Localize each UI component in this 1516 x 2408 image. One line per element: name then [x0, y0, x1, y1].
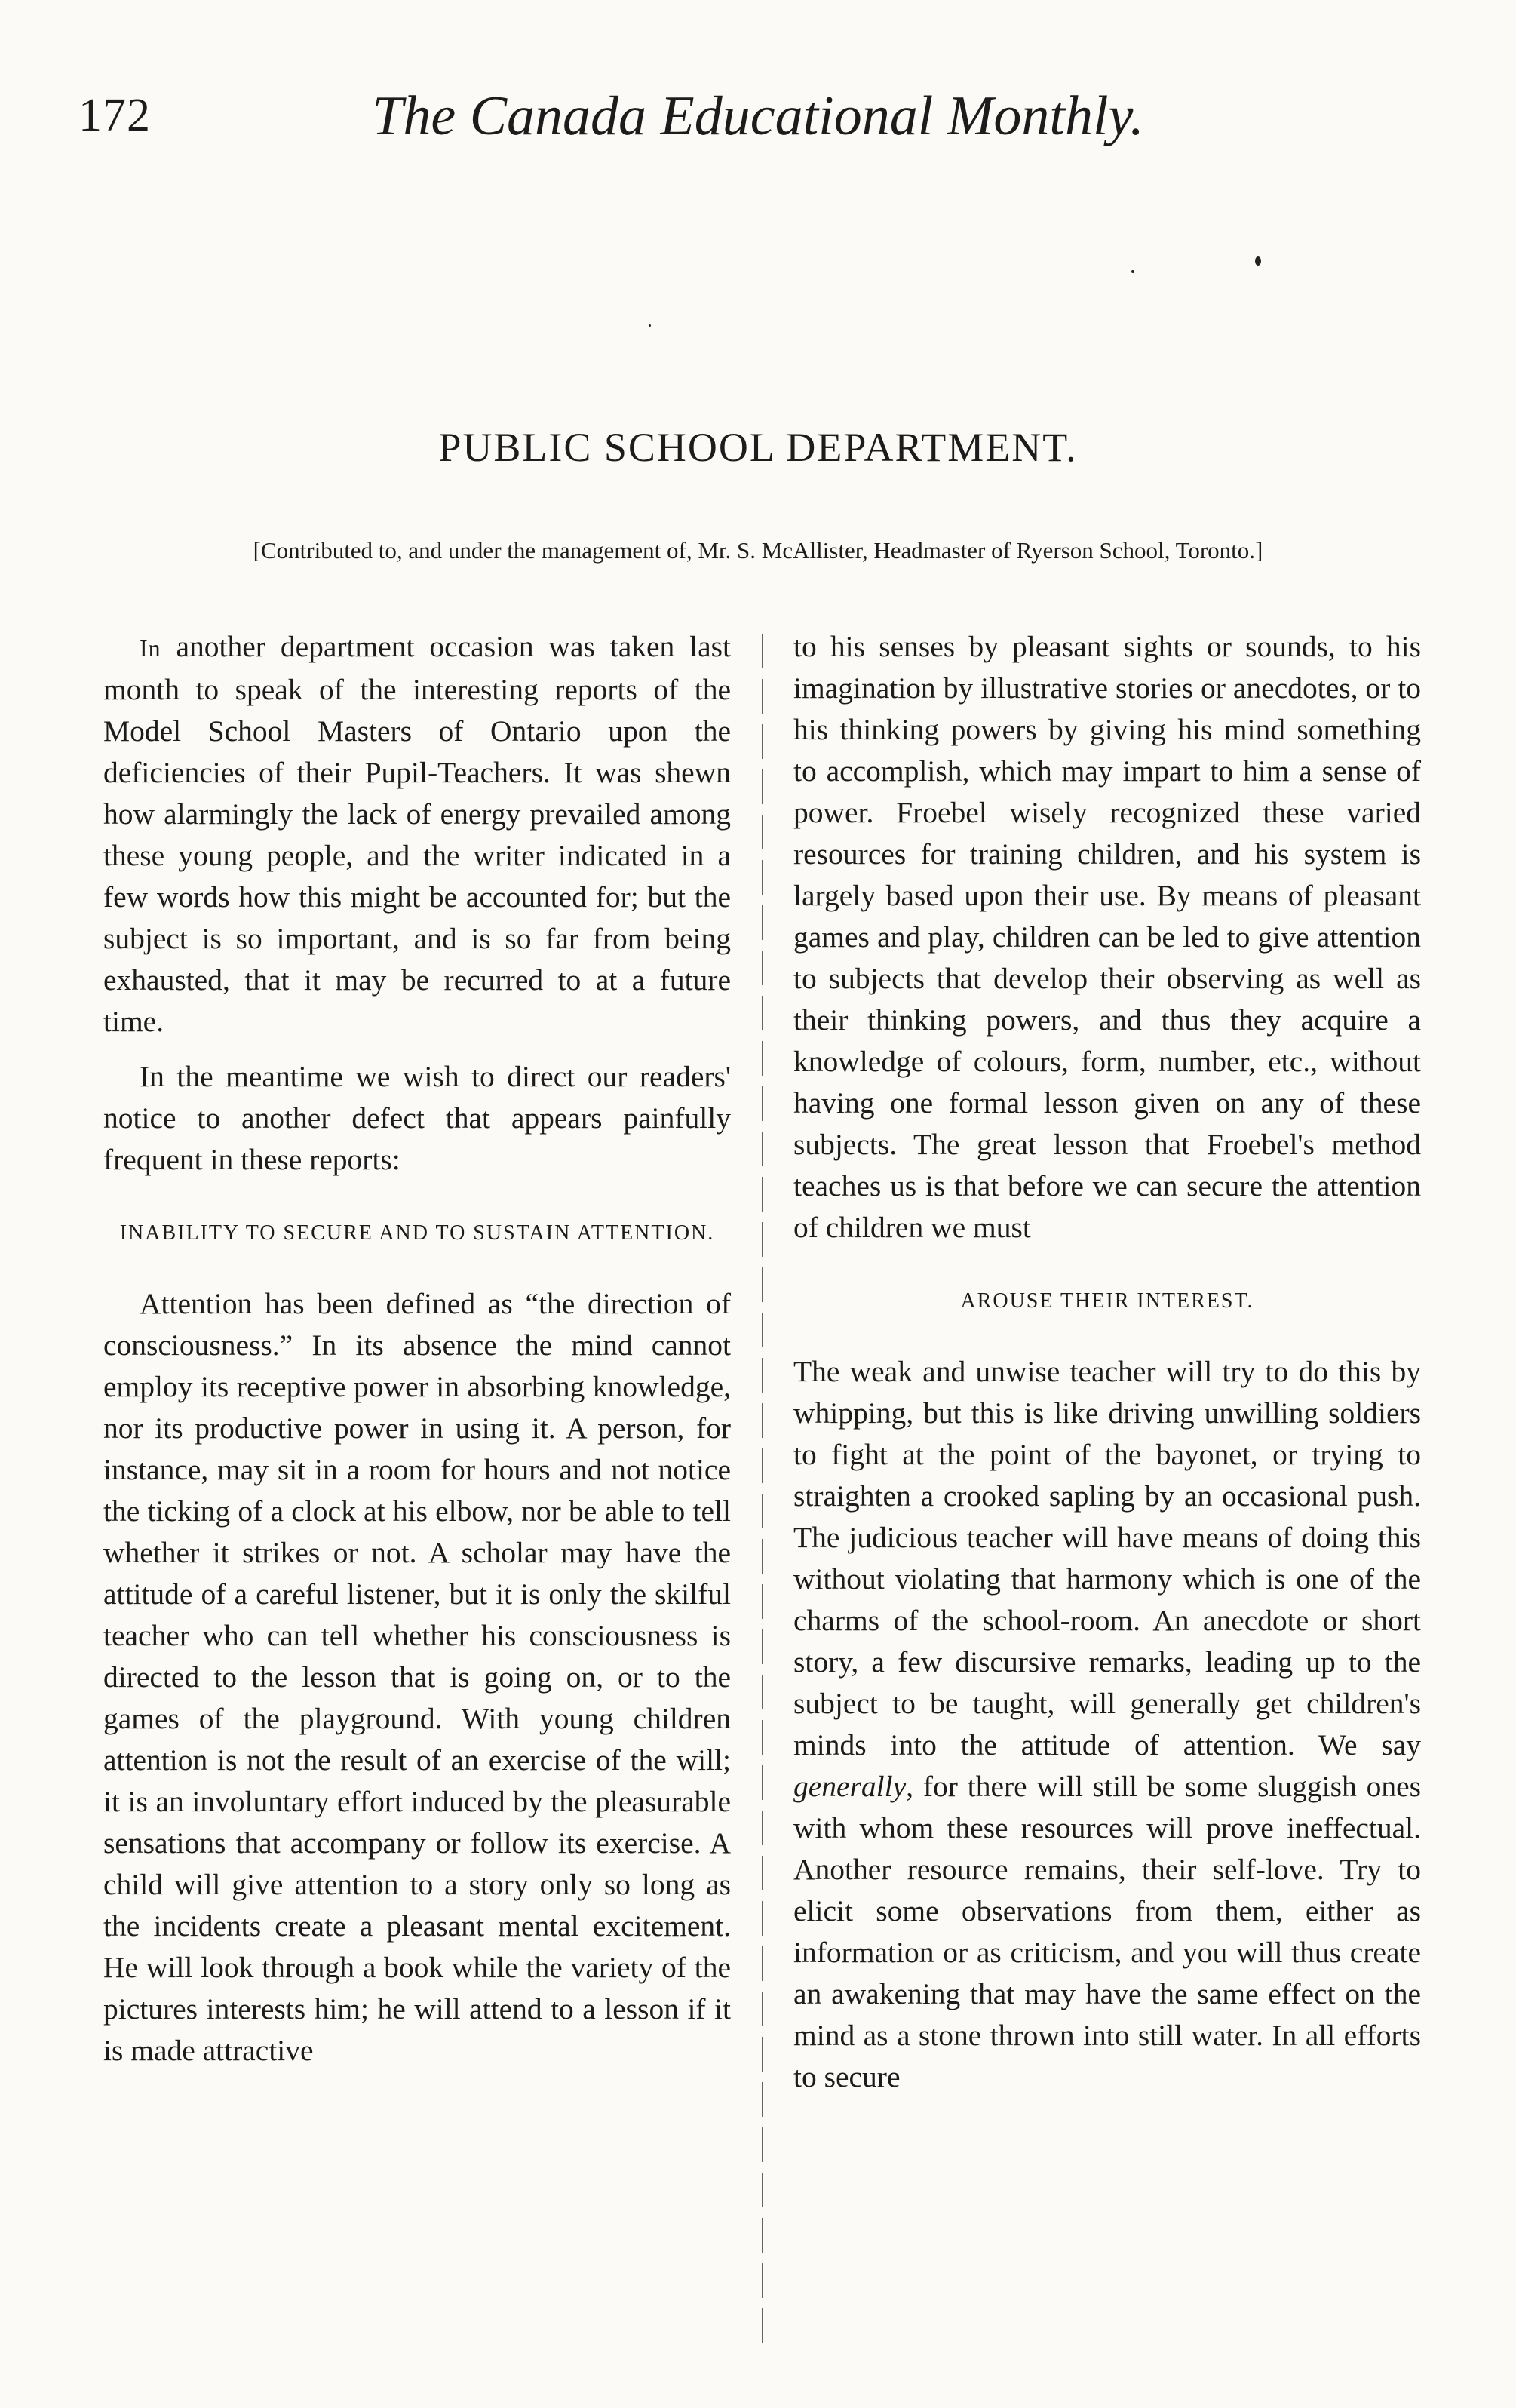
- print-speck: [1131, 270, 1134, 273]
- section-title: PUBLIC SCHOOL DEPARTMENT.: [438, 425, 1078, 470]
- paragraph: [103, 626, 731, 1043]
- paragraph-text: , for there will still be some sluggish ones with whom these resources will prove ineffectual. Another resource remains, their self-love. Try to elicit some observations from them, either as information or as criticism, and you will thus create an awakening that may have the same effect on the mind as a stone thrown into still water. In all efforts to secure: [793, 1770, 1421, 2093]
- left-column: [103, 626, 731, 2072]
- print-speck: [1255, 256, 1261, 266]
- paragraph-text: another department occasion was taken last month to speak of the interesting reports of the Model School Masters of Ontario upon the deficiencies of their Pupil-Teachers. It was shewn how alarmingly the lack of energy prevailed among these young people, and the writer indicated in a few words how this might be accounted for; but the subject is so important, and is so far from being exhausted, that it may be recurred to at a future time.: [103, 630, 731, 1038]
- subheading: AROUSE THEIR INTEREST.: [960, 1289, 1254, 1313]
- contributor-note: [Contributed to, and under the management of, Mr. S. McAllister, Headmaster of Ryerson School, Toronto.]: [253, 537, 1263, 564]
- paragraph: to his senses by pleasant sights or sounds, to his imagination by illustrative stories or anecdotes, or to his thinking powers by giving his mind something to accomplish, which may impart to him a sense of power. Froebel wisely recognized these varied resources for training children, and his system is largely based upon their use. By means of pleasant games and play, children can be led to give attention to subjects that develop their observing as well as their thinking powers, and thus they acquire a knowledge of colours, form, number, etc., without having one formal lesson given on any of these subjects. The great lesson that Froebel's method teaches us is that before we can secure the attention of children we must: [793, 630, 1421, 1244]
- right-column: [793, 626, 1421, 2098]
- paragraph: In the meantime we wish to direct our readers' notice to another defect that appears painfully frequent in these reports:: [103, 1060, 731, 1176]
- emphasis: generally: [793, 1770, 907, 1803]
- column-rule: [762, 634, 763, 2354]
- print-speck: [649, 324, 651, 327]
- paragraph: Attention has been defined as “the direction of consciousness.” In its absence the mind cannot employ its receptive power in absorbing knowledge, nor its productive power in using it. A person, for instance, may sit in a room for hours and not notice the ticking of a clock at his elbow, nor be able to tell whether it strikes or not. A scholar may have the attitude of a careful listener, but it is only the skilful teacher who can tell whether his consciousness is directed to the lesson that is going on, or to the games of the playground. With young children attention is not the result of an exercise of the will; it is an involuntary effort induced by the pleasurable sensations that accompany or follow its exercise. A child will give attention to a story only so long as the incidents create a pleasant mental excitement. He will look through a book while the variety of the pictures interests him; he will attend to a lesson if it is made attractive: [103, 1287, 731, 2067]
- paragraph-text: The weak and unwise teacher will try to do this by whipping, but this is like driving unwilling soldiers to fight at the point of the bayonet, or trying to straighten a crooked sapling by an occasional push. The judicious teacher will have means of doing this without violating that harmony which is one of the charms of the school-room. An anecdote or short story, a few discursive remarks, leading up to the subject to be taught, will generally get children's minds into the attitude of attention. We say: [793, 1355, 1421, 1761]
- drop-word: In: [140, 634, 161, 662]
- paragraph: [793, 1351, 1421, 2098]
- running-head: The Canada Educational Monthly.: [372, 85, 1144, 147]
- subheading: INABILITY TO SECURE AND TO SUSTAIN ATTENTION.: [119, 1221, 715, 1245]
- page-number: 172: [78, 90, 151, 141]
